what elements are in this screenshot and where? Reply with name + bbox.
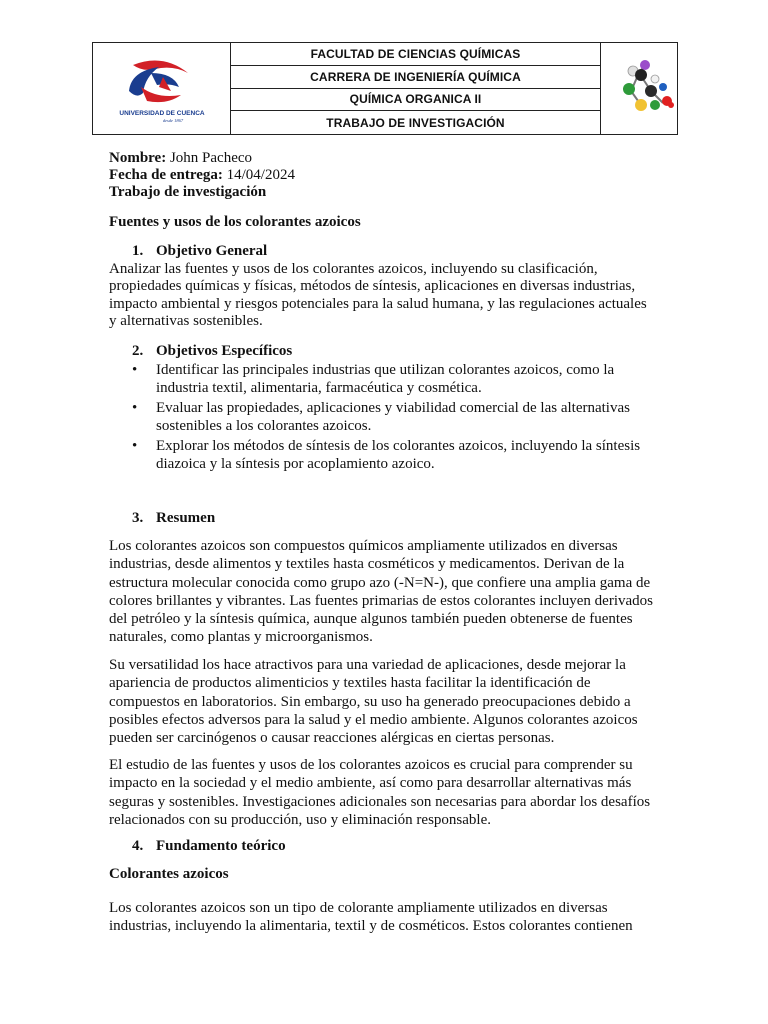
section-heading: Fundamento teórico [156, 838, 286, 854]
subheading-colorantes-azoicos: Colorantes azoicos [109, 866, 229, 882]
logo-text: UNIVERSIDAD DE CUENCA [119, 110, 205, 117]
name-label: Nombre: [109, 150, 167, 166]
name-value: John Pacheco [169, 150, 253, 166]
career-title: CARRERA DE INGENIERÍA QUÍMICA [231, 66, 600, 89]
header-titles [231, 43, 601, 134]
list-item-text: Explorar los métodos de síntesis de los colorantes azoicos, incluyendo la síntesis diazoica y la síntesis por acoplamiento azoico. [156, 438, 641, 472]
university-logo-cell [93, 43, 231, 134]
resumen-paragraph-3: El estudio de las fuentes y usos de los colorantes azoicos es crucial para comprender su impacto en la sociedad y el medio ambiente, así como para desarrollar alternativas más seguras y sostenibles. Investigaciones adicionales son necesarias para abordar los desafíos relacionados con su producción, uso y eliminación responsable. [109, 757, 651, 828]
logo-subtext: desde 1867 [162, 118, 184, 123]
bullet-icon: • [132, 400, 138, 416]
bullet-icon: • [132, 438, 138, 454]
list-item-text: Identificar las principales industrias que utilizan colorantes azoicos, como la industria textil, alimentaria, farmacéutica y cosmética. [156, 362, 615, 396]
header-table [92, 42, 678, 135]
date-value: 14/04/2024 [226, 167, 295, 183]
student-name-line [109, 150, 657, 167]
section-heading: Resumen [156, 510, 216, 526]
section-number: 2. [132, 343, 144, 359]
delivery-date-line [109, 167, 657, 184]
work-type-title: TRABAJO DE INVESTIGACIÓN [326, 115, 505, 130]
molecule-icon [601, 43, 677, 134]
bullet-icon: • [132, 362, 138, 378]
work-type-line: Trabajo de investigación [109, 184, 267, 200]
resumen-paragraph-2: Su versatilidad los hace atractivos para una variedad de aplicaciones, desde mejorar la apariencia de productos alimenticios y textiles hasta facilitar la identificación de compuestos en laboratorios. Sin embargo, su uso ha generado preocupaciones debido a posibles efectos adversos para la salud y el medio ambiente. Algunos colorantes azoicos pueden ser carcinógenos o causar reacciones alérgicas en ciertas personas. [109, 657, 638, 747]
resumen-paragraph-1: Los colorantes azoicos son compuestos químicos ampliamente utilizados en diversas industrias, desde alimentos y textiles hasta cosméticos y medicamentos. Derivan de la estructura molecular conocida como grupo azo (-N=N-), que confiere una amplia gama de colores brillantes y vibrantes. Las fuentes primarias de estos colorantes incluyen derivados del petróleo y la síntesis química, aunque algunos también pueden obtenerse de fuentes naturales, como plantas y microorganismos. [109, 538, 653, 646]
date-label: Fecha de entrega: [109, 167, 223, 183]
course-title: QUÍMICA ORGANICA II [231, 89, 600, 112]
faculty-title: FACULTAD DE CIENCIAS QUÍMICAS [231, 43, 600, 66]
objetivo-general-text: Analizar las fuentes y usos de los colorantes azoicos, incluyendo su clasificación, propiedades químicas y físicas, métodos de síntesis, aplicaciones en diversas industrias, impacto ambiental y riesgos potenciales para la salud humana, y las regulaciones actuales y alternativas sostenibles. [109, 261, 647, 329]
university-logo [93, 43, 231, 134]
section-number: 3. [132, 510, 144, 526]
molecule-image-cell [601, 43, 677, 134]
section-heading: Objetivo General [156, 243, 268, 259]
section-number: 4. [132, 838, 144, 854]
document-title: Fuentes y usos de los colorantes azoicos [109, 214, 361, 230]
list-item-text: Evaluar las propiedades, aplicaciones y viabilidad comercial de las alternativas sostenibles a los colorantes azoicos. [156, 400, 630, 434]
fundamento-paragraph: Los colorantes azoicos son un tipo de colorante ampliamente utilizados en diversas industrias, incluyendo la alimentaria, textil y de cosméticos. Estos colorantes contienen [109, 900, 633, 935]
section-number: 1. [132, 243, 144, 259]
section-heading: Objetivos Específicos [156, 343, 293, 359]
